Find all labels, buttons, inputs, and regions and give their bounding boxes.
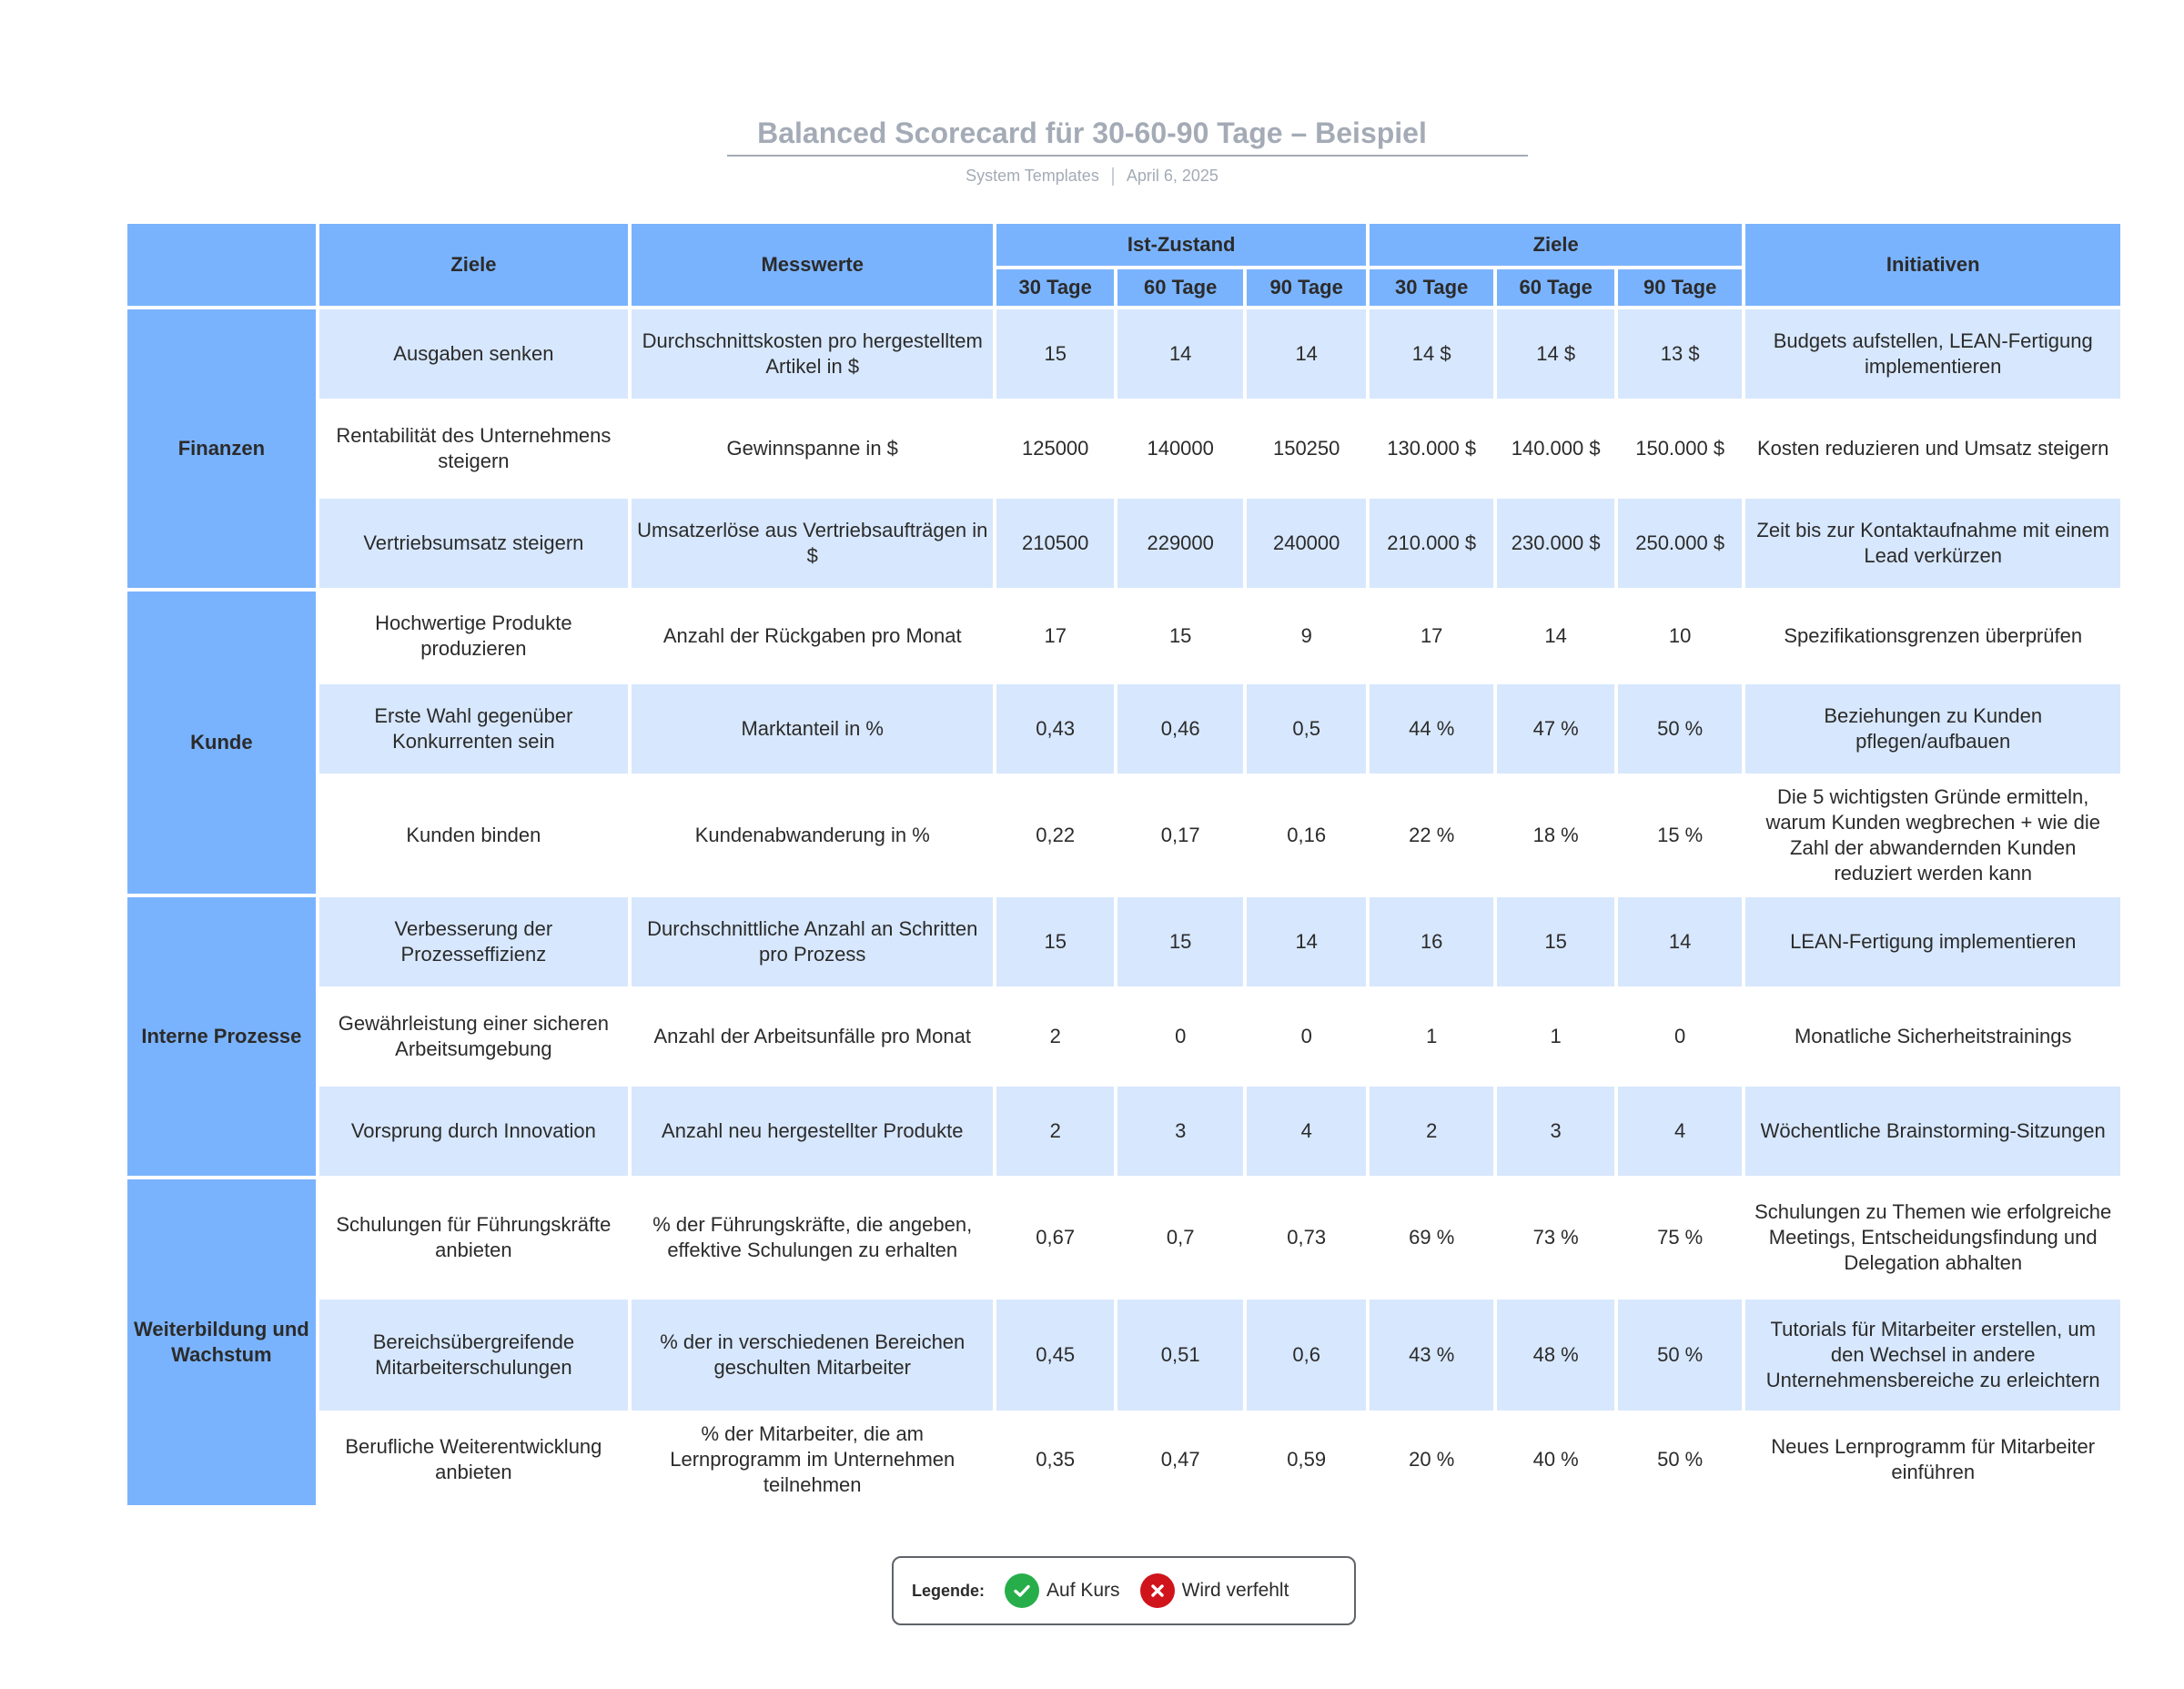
ziel-value-cell: 20 % [1370, 1411, 1494, 1505]
table-row [127, 588, 2120, 681]
ist-value-cell: 0,43 [996, 681, 1113, 774]
initiative-cell: LEAN-Fertigung implementieren [1745, 894, 2120, 986]
header-ziele-group: Ziele [1370, 224, 1742, 266]
ist-value-cell: 150250 [1247, 399, 1366, 495]
ist-value-cell: 0,22 [996, 774, 1113, 894]
ist-value-cell: 2 [996, 1083, 1113, 1176]
messwert-cell: Kundenabwanderung in % [632, 774, 993, 894]
ist-value-cell: 15 [1117, 588, 1244, 681]
header-ist-90: 90 Tage [1247, 266, 1366, 306]
table-row [127, 774, 2120, 894]
table-row [127, 1083, 2120, 1176]
messwert-cell: % der Führungskräfte, die angeben, effektive Schulungen zu erhalten [632, 1176, 993, 1296]
legend-title: Legende: [912, 1581, 986, 1600]
ist-value-cell: 0,46 [1117, 681, 1244, 774]
ist-value-cell: 0,17 [1117, 774, 1244, 894]
ziel-value-cell: 10 [1618, 588, 1743, 681]
header-initiativen: Initiativen [1745, 224, 2120, 306]
initiative-cell: Wöchentliche Brainstorming-Sitzungen [1745, 1083, 2120, 1176]
header-ziel-90: 90 Tage [1618, 266, 1743, 306]
ist-value-cell: 0,59 [1247, 1411, 1366, 1505]
ziel-value-cell: 250.000 $ [1618, 495, 1743, 588]
ziel-value-cell: 230.000 $ [1497, 495, 1613, 588]
messwert-cell: Anzahl neu hergestellter Produkte [632, 1083, 993, 1176]
ziel-value-cell: 14 $ [1370, 306, 1494, 399]
ziel-cell: Bereichsübergreifende Mitarbeiterschulungen [319, 1296, 628, 1411]
initiative-cell: Spezifikationsgrenzen überprüfen [1745, 588, 2120, 681]
ziel-cell: Gewährleistung einer sicheren Arbeitsumgebung [319, 986, 628, 1083]
ist-value-cell: 0 [1247, 986, 1366, 1083]
ziel-value-cell: 0 [1618, 986, 1743, 1083]
initiative-cell: Kosten reduzieren und Umsatz steigern [1745, 399, 2120, 495]
header-ziel-30: 30 Tage [1370, 266, 1494, 306]
ist-value-cell: 15 [996, 894, 1113, 986]
ist-value-cell: 210500 [996, 495, 1113, 588]
ziel-cell: Vertriebsumsatz steigern [319, 495, 628, 588]
table-row [127, 495, 2120, 588]
ziel-value-cell: 50 % [1618, 1411, 1743, 1505]
header-ist-30: 30 Tage [996, 266, 1113, 306]
ziel-cell: Verbesserung der Prozesseffizienz [319, 894, 628, 986]
page-title: Balanced Scorecard für 30-60-90 Tage – Beispiel [757, 116, 1427, 149]
ziel-value-cell: 15 % [1618, 774, 1743, 894]
initiative-cell: Tutorials für Mitarbeiter erstellen, um den Wechsel in andere Unternehmensbereiche zu erleichtern [1745, 1296, 2120, 1411]
ist-value-cell: 0 [1117, 986, 1244, 1083]
ziel-cell: Erste Wahl gegenüber Konkurrenten sein [319, 681, 628, 774]
table-row [127, 681, 2120, 774]
ist-value-cell: 17 [996, 588, 1113, 681]
ist-value-cell: 0,47 [1117, 1411, 1244, 1505]
category-label: Weiterbildung und Wachstum [127, 1176, 316, 1505]
ist-value-cell: 0,16 [1247, 774, 1366, 894]
title-underline [727, 155, 1528, 157]
legend [892, 1556, 1356, 1625]
ziel-value-cell: 43 % [1370, 1296, 1494, 1411]
category-label: Finanzen [127, 306, 316, 588]
messwert-cell: Umsatzerlöse aus Vertriebsaufträgen in $ [632, 495, 993, 588]
ziel-value-cell: 3 [1497, 1083, 1613, 1176]
ziel-value-cell: 75 % [1618, 1176, 1743, 1296]
messwert-cell: Marktanteil in % [632, 681, 993, 774]
ziel-value-cell: 14 [1497, 588, 1613, 681]
initiative-cell: Neues Lernprogramm für Mitarbeiter einführen [1745, 1411, 2120, 1505]
ziel-value-cell: 4 [1618, 1083, 1743, 1176]
ist-value-cell: 14 [1117, 306, 1244, 399]
legend-on-track-label: Auf Kurs [1046, 1580, 1120, 1601]
ziel-value-cell: 17 [1370, 588, 1494, 681]
ist-value-cell: 15 [1117, 894, 1244, 986]
ziel-value-cell: 15 [1497, 894, 1613, 986]
table-row [127, 1296, 2120, 1411]
messwert-cell: Gewinnspanne in $ [632, 399, 993, 495]
ziel-value-cell: 47 % [1497, 681, 1613, 774]
ziel-value-cell: 40 % [1497, 1411, 1613, 1505]
legend-missed-label: Wird verfehlt [1181, 1580, 1289, 1601]
ziel-value-cell: 150.000 $ [1618, 399, 1743, 495]
ziel-value-cell: 73 % [1497, 1176, 1613, 1296]
table-row [127, 306, 2120, 399]
initiative-cell: Budgets aufstellen, LEAN-Fertigung implementieren [1745, 306, 2120, 399]
ziel-value-cell: 18 % [1497, 774, 1613, 894]
initiative-cell: Beziehungen zu Kunden pflegen/aufbauen [1745, 681, 2120, 774]
legend-item-missed [1140, 1573, 1289, 1608]
ist-value-cell: 0,5 [1247, 681, 1366, 774]
category-label: Interne Prozesse [127, 894, 316, 1176]
ziel-value-cell: 130.000 $ [1370, 399, 1494, 495]
ist-value-cell: 0,67 [996, 1176, 1113, 1296]
check-circle-icon [1005, 1573, 1039, 1608]
category-label: Kunde [127, 588, 316, 894]
subtitle [0, 167, 2184, 186]
header-messwerte: Messwerte [632, 224, 993, 306]
initiative-cell: Schulungen zu Themen wie erfolgreiche Meetings, Entscheidungsfindung und Delegation abhalten [1745, 1176, 2120, 1296]
ziel-value-cell: 16 [1370, 894, 1494, 986]
source-label: System Templates [966, 167, 1099, 185]
ist-value-cell: 0,51 [1117, 1296, 1244, 1411]
ziel-value-cell: 44 % [1370, 681, 1494, 774]
initiative-cell: Die 5 wichtigsten Gründe ermitteln, warum Kunden wegbrechen + wie die Zahl der abwandernden Kunden reduziert werden kann [1745, 774, 2120, 894]
ziel-value-cell: 140.000 $ [1497, 399, 1613, 495]
messwert-cell: % der in verschiedenen Bereichen geschulten Mitarbeiter [632, 1296, 993, 1411]
ziel-cell: Hochwertige Produkte produzieren [319, 588, 628, 681]
messwert-cell: Durchschnittliche Anzahl an Schritten pro Prozess [632, 894, 993, 986]
ziel-value-cell: 1 [1497, 986, 1613, 1083]
ist-value-cell: 14 [1247, 306, 1366, 399]
ist-value-cell: 2 [996, 986, 1113, 1083]
messwert-cell: Anzahl der Arbeitsunfälle pro Monat [632, 986, 993, 1083]
table-row [127, 399, 2120, 495]
ziel-value-cell: 22 % [1370, 774, 1494, 894]
ist-value-cell: 14 [1247, 894, 1366, 986]
ziel-value-cell: 14 [1618, 894, 1743, 986]
table-row [127, 1176, 2120, 1296]
ziel-cell: Berufliche Weiterentwicklung anbieten [319, 1411, 628, 1505]
ist-value-cell: 229000 [1117, 495, 1244, 588]
ist-value-cell: 0,45 [996, 1296, 1113, 1411]
ziel-value-cell: 13 $ [1618, 306, 1743, 399]
messwert-cell: Anzahl der Rückgaben pro Monat [632, 588, 993, 681]
ziel-value-cell: 50 % [1618, 1296, 1743, 1411]
header-category-blank [127, 224, 316, 306]
subtitle-divider [1112, 167, 1114, 186]
ist-value-cell: 240000 [1247, 495, 1366, 588]
ziel-value-cell: 48 % [1497, 1296, 1613, 1411]
table-row [127, 986, 2120, 1083]
ziel-cell: Kunden binden [319, 774, 628, 894]
ziel-cell: Rentabilität des Unternehmens steigern [319, 399, 628, 495]
ist-value-cell: 0,7 [1117, 1176, 1244, 1296]
ziel-cell: Schulungen für Führungskräfte anbieten [319, 1176, 628, 1296]
header-ziele: Ziele [319, 224, 628, 306]
date-label: April 6, 2025 [1126, 167, 1218, 185]
header-ist-zustand: Ist-Zustand [996, 224, 1365, 266]
ist-value-cell: 140000 [1117, 399, 1244, 495]
ist-value-cell: 4 [1247, 1083, 1366, 1176]
ist-value-cell: 0,35 [996, 1411, 1113, 1505]
legend-item-on-track [1005, 1573, 1120, 1608]
messwert-cell: Durchschnittskosten pro hergestelltem Artikel in $ [632, 306, 993, 399]
initiative-cell: Zeit bis zur Kontaktaufnahme mit einem Lead verkürzen [1745, 495, 2120, 588]
table-row [127, 894, 2120, 986]
ziel-value-cell: 210.000 $ [1370, 495, 1494, 588]
ziel-value-cell: 1 [1370, 986, 1494, 1083]
header-ziel-60: 60 Tage [1497, 266, 1613, 306]
ist-value-cell: 125000 [996, 399, 1113, 495]
ziel-value-cell: 50 % [1618, 681, 1743, 774]
ziel-cell: Ausgaben senken [319, 306, 628, 399]
messwert-cell: % der Mitarbeiter, die am Lernprogramm im Unternehmen teilnehmen [632, 1411, 993, 1505]
header-ist-60: 60 Tage [1117, 266, 1244, 306]
ist-value-cell: 15 [996, 306, 1113, 399]
ziel-value-cell: 69 % [1370, 1176, 1494, 1296]
ziel-cell: Vorsprung durch Innovation [319, 1083, 628, 1176]
table-row [127, 1411, 2120, 1505]
scorecard-body [127, 306, 2120, 1505]
ziel-value-cell: 2 [1370, 1083, 1494, 1176]
x-circle-icon [1140, 1573, 1175, 1608]
ist-value-cell: 0,6 [1247, 1296, 1366, 1411]
ist-value-cell: 9 [1247, 588, 1366, 681]
scorecard-table [124, 224, 2124, 1505]
initiative-cell: Monatliche Sicherheitstrainings [1745, 986, 2120, 1083]
ist-value-cell: 0,73 [1247, 1176, 1366, 1296]
ist-value-cell: 3 [1117, 1083, 1244, 1176]
ziel-value-cell: 14 $ [1497, 306, 1613, 399]
